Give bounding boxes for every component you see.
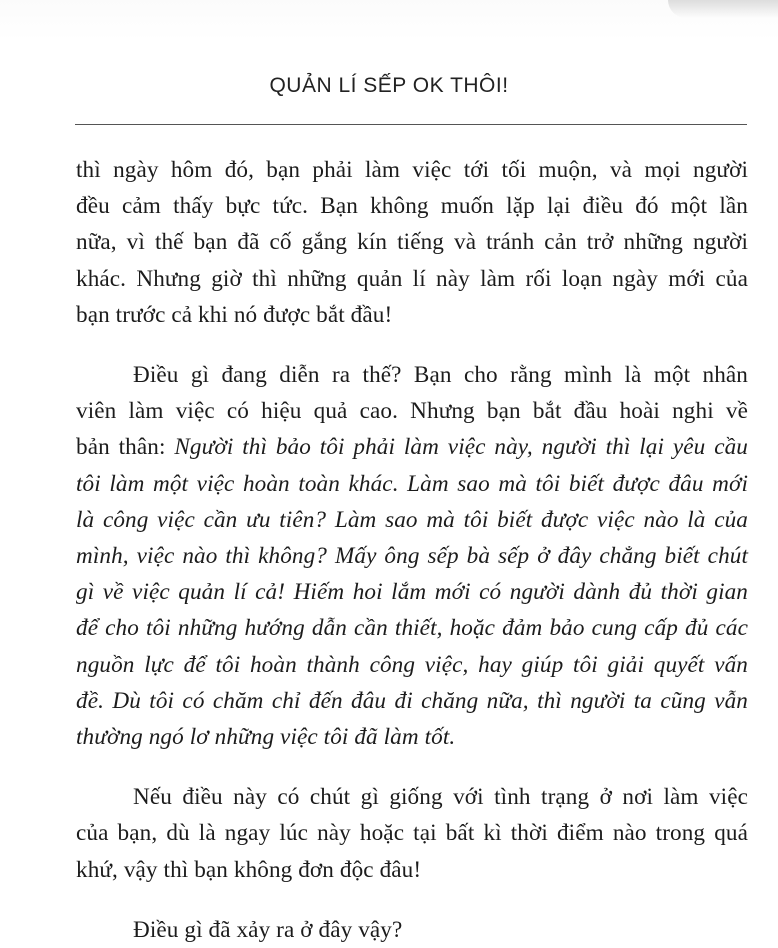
text-line: khứ, vậy thì bạn không đơn độc đâu! <box>76 856 422 883</box>
italic-line: nguồn lực để tôi hoàn thành công việc, hay giúp tôi giải quyết vấn <box>76 651 748 678</box>
italic-line: thường ngó lơ những việc tôi đã làm tốt. <box>76 724 456 751</box>
running-header: QUẢN LÍ SẾP OK THÔI! <box>269 74 509 97</box>
text-line: viên làm việc có hiệu quả cao. Nhưng bạn bắt đầu hoài nghi về <box>76 398 748 425</box>
text-line: Điều gì đã xảy ra ở đây vậy? <box>133 916 403 943</box>
paragraph-3 <box>76 779 748 888</box>
body-text <box>76 152 748 948</box>
italic-line: mình, việc nào thì không? Mấy ông sếp bà sếp ở đây chẳng biết chút <box>76 543 748 570</box>
italic-line: đề. Dù tôi có chăm chỉ đến đâu đi chăng nữa, thì người ta cũng vẫn <box>76 687 748 714</box>
text-line: Nếu điều này có chút gì giống với tình trạng ở nơi làm việc <box>133 784 748 811</box>
text-line: đều cảm thấy bực tức. Bạn không muốn lặp lại điều đó một lần <box>76 193 748 220</box>
header-rule <box>75 124 747 125</box>
text-normal: bản thân: <box>76 434 175 461</box>
italic-line: để cho tôi những hướng dẫn cần thiết, hoặc đảm bảo cung cấp đủ các <box>76 615 748 642</box>
text-line: Điều gì đang diễn ra thế? Bạn cho rằng mình là một nhân <box>133 362 748 389</box>
italic-line: tôi làm một việc hoàn toàn khác. Làm sao mà tôi biết được đâu mới <box>76 470 748 497</box>
text-line-mixed <box>76 429 748 465</box>
paragraph-4 <box>76 912 748 948</box>
italic-line: là công việc cần ưu tiên? Làm sao mà tôi biết được việc nào là của <box>76 506 748 533</box>
text-line: bạn trước cả khi nó được bắt đầu! <box>76 301 393 328</box>
text-line: nữa, vì thế bạn đã cố gắng kín tiếng và tránh cản trở những người <box>76 229 748 256</box>
text-italic: Người thì bảo tôi phải làm việc này, người thì lại yêu cầu <box>174 434 748 461</box>
text-line: khác. Nhưng giờ thì những quản lí này làm rối loạn ngày mới của <box>76 265 748 292</box>
text-line: của bạn, dù là ngay lúc này hoặc tại bất kì thời điểm nào trong quá <box>76 820 748 847</box>
italic-line: gì về việc quản lí cả! Hiếm hoi lắm mới có người dành đủ thời gian <box>76 579 748 606</box>
page-corner-shadow <box>668 0 778 18</box>
paragraph-1 <box>76 152 748 333</box>
text-line: thì ngày hôm đó, bạn phải làm việc tới tối muộn, và mọi người <box>76 157 748 183</box>
paragraph-2 <box>76 357 748 755</box>
